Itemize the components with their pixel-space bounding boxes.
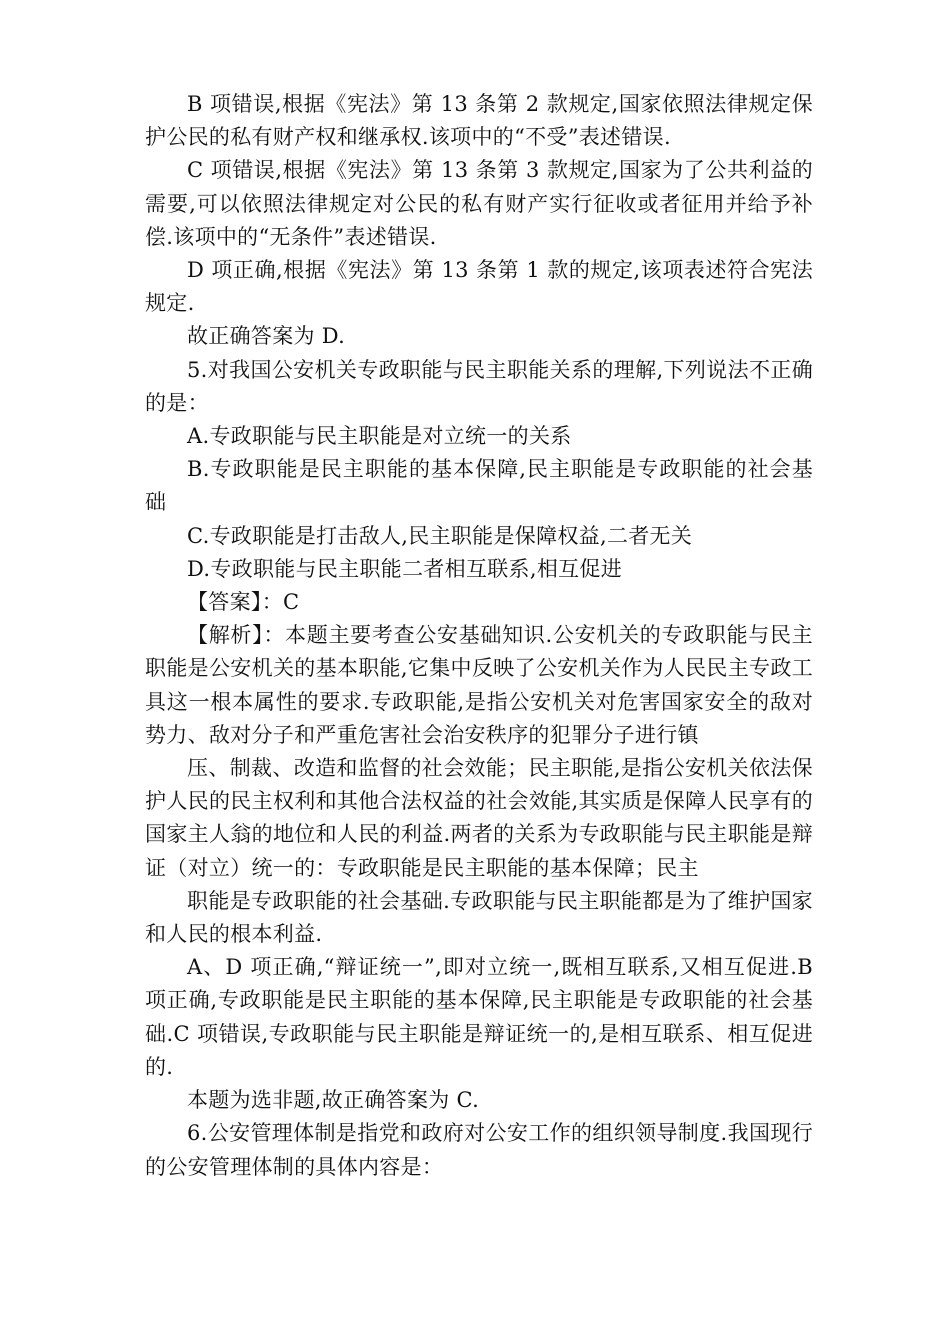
question-5-analysis-part-1: 【解析】：本题主要考查公安基础知识.公安机关的专政职能与民主职能是公安机关的基本职能,它集中反映了公安机关作为人民民主专政工具这一根本属性的要求.专政职能,是指公安机关对危害国家安全的敌对势力、敌对分子和严重危害社会治安秩序的犯罪分子进行镇	[145, 623, 813, 747]
question-5-option-c: C.专政职能是打击敌人,民主职能是保障权益,二者无关	[187, 523, 693, 548]
paragraph-b-option-analysis: B 项错误,根据《宪法》第 13 条第 2 款规定,国家依照法律规定保护公民的私有财产权和继承权.该项中的“不受”表述错误.	[145, 92, 813, 150]
question-5-analysis-part-3: 职能是专政职能的社会基础.专政职能与民主职能都是为了维护国家和人民的根本利益.	[145, 888, 813, 947]
question-5-option-b: B.专政职能是民主职能的基本保障,民主职能是专政职能的社会基础	[145, 457, 813, 515]
question-5-conclusion: 本题为选非题,故正确答案为 C.	[187, 1088, 480, 1113]
document-body	[145, 88, 813, 1184]
question-5-option-d: D.专政职能与民主职能二者相互联系,相互促进	[187, 556, 623, 581]
paragraph-c-option-analysis: C 项错误,根据《宪法》第 13 条第 3 款规定,国家为了公共利益的需要,可以依照法律规定对公民的私有财产实行征收或者征用并给予补偿.该项中的“无条件”表述错误.	[145, 158, 813, 249]
question-5-option-a: A.专政职能与民主职能是对立统一的关系	[187, 424, 572, 449]
question-5-answer: 【答案】：C	[187, 590, 300, 615]
question-5-stem: 5.对我国公安机关专政职能与民主职能关系的理解,下列说法不正确的是：	[145, 357, 813, 415]
question-5-option-review: A、D 项正确,“辩证统一”,即对立统一,既相互联系,又相互促进.B 项正确,专政职能是民主职能的基本保障,民主职能是专政职能的社会基础.C 项错误,专政职能与民主职能是辩证统一的,是相互联系、相互促进的.	[145, 955, 813, 1079]
question-5-analysis-part-2: 压、制裁、改造和监督的社会效能；民主职能,是指公安机关依法保护人民的民主权利和其他合法权益的社会效能,其实质是保障人民享有的国家主人翁的地位和人民的利益.两者的关系为专政职能与民主职能是辩证（对立）统一的：专政职能是民主职能的基本保障；民主	[145, 756, 813, 880]
question-6-stem: 6.公安管理体制是指党和政府对公安工作的组织领导制度.我国现行的公安管理体制的具体内容是：	[145, 1121, 813, 1179]
paragraph-d-option-analysis: D 项正确,根据《宪法》第 13 条第 1 款的规定,该项表述符合宪法规定.	[145, 258, 813, 316]
paragraph-answer-q4: 故正确答案为 D.	[187, 324, 346, 349]
